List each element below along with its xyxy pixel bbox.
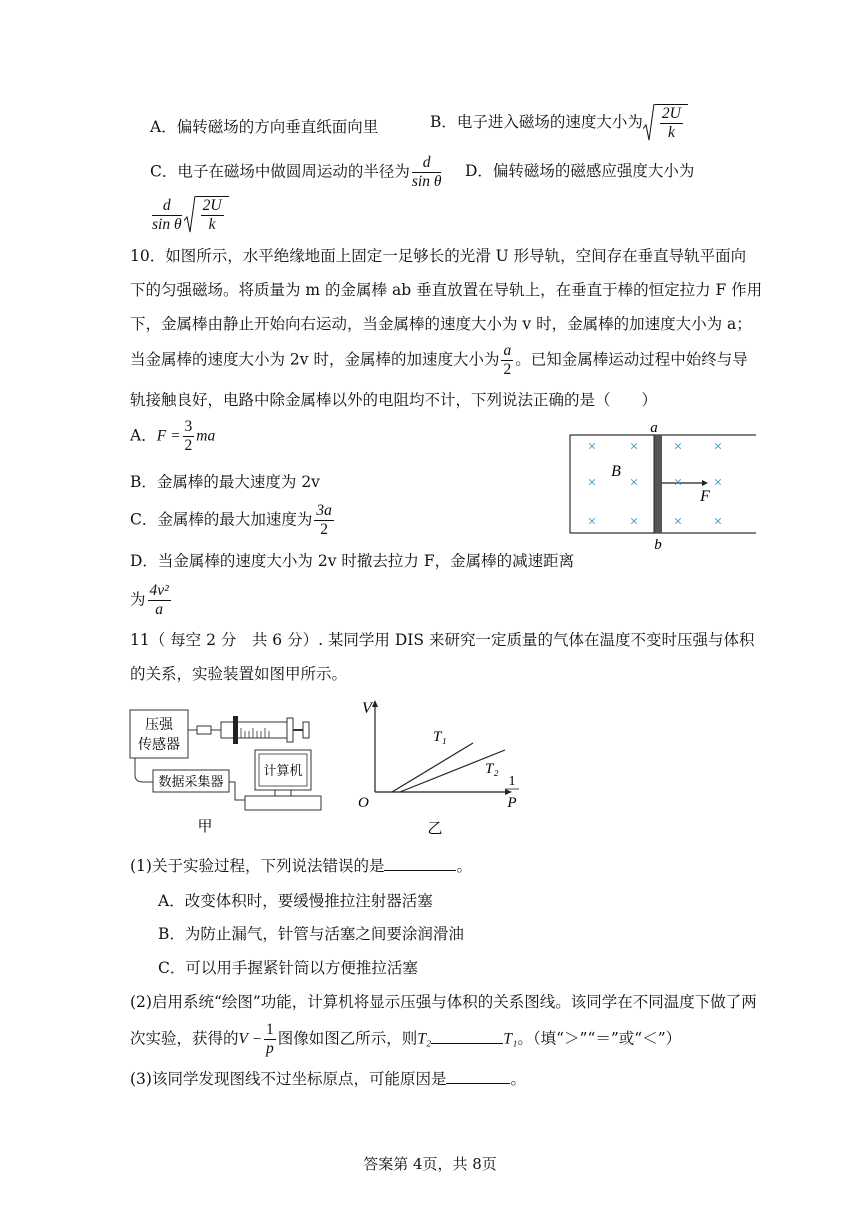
magnetic-field-mark: × — [587, 514, 597, 530]
magnetic-field-mark: × — [587, 439, 597, 455]
q11-caption-yi: 乙 — [427, 821, 443, 837]
q10-line4-den: 2 — [503, 361, 512, 378]
page-footer: 答案第 4页，共 8页 — [363, 1155, 497, 1173]
q11-computer-label: 计算机 — [263, 763, 303, 778]
q11-caption-jia: 甲 — [197, 819, 213, 835]
q11-vp-graph — [340, 695, 535, 840]
magnetic-field-mark: × — [673, 475, 683, 491]
q10-rail-figure — [560, 420, 760, 555]
q10-line5: 轨接触良好，电路中除金属棒以外的电阻均不计，下列说法正确的是（ ） — [130, 391, 658, 409]
q10-d2-den: a — [155, 601, 164, 618]
q11-line2: 的关系，实验装置如图甲所示。 — [130, 665, 348, 683]
q11-apparatus-figure — [125, 700, 330, 840]
q10-c-den: 2 — [320, 521, 328, 538]
q11-part2-den: p — [266, 1040, 274, 1057]
q10-label-b: b — [654, 537, 662, 553]
q11-label-t1: T₁ — [433, 729, 447, 745]
q11-part2-T1: T₁ — [503, 1030, 518, 1048]
q10-label-F: F — [700, 488, 710, 505]
q10-label-a: a — [650, 420, 658, 436]
q10-c-num: 3a — [316, 502, 332, 519]
q9-d-num: d — [152, 197, 182, 216]
q9-d-den: sin θ — [152, 215, 182, 233]
q9-d-rnum: 2U — [202, 197, 222, 214]
q10-label-B: B — [611, 463, 621, 480]
q11-part2-line2 — [130, 1021, 681, 1058]
q11-part2-a: 次实验，获得的 — [130, 1029, 239, 1048]
q11-part1-text: (1)关于实验过程，下列说法错误的是 — [130, 857, 385, 875]
q10-option-c — [130, 502, 336, 539]
q10-option-a — [130, 418, 215, 455]
q9-option-b — [430, 104, 688, 142]
q10-line3: 下，金属棒由静止开始向右运动，当金属棒的速度大小为 v 时，金属棒的加速度大小为 a； — [130, 315, 752, 333]
q11-part3-end: 。 — [510, 1070, 526, 1088]
q11-axis-x-den: P — [507, 795, 517, 811]
magnetic-field-mark: × — [629, 439, 639, 455]
q11-part1-option-b: B．为防止漏气，针管与活塞之间要涂润滑油 — [158, 925, 464, 943]
q9-option-c — [150, 154, 443, 191]
q10-line4-suffix: 。已知金属棒运动过程中始终与导 — [515, 350, 748, 369]
q9-d-sqrt — [184, 196, 229, 234]
q11-part2-T2: T₂ — [417, 1030, 432, 1048]
q11-part3-text: (3)该同学发现图线不过坐标原点，可能原因是 — [130, 1070, 447, 1088]
q11-axis-x-num: 1 — [508, 774, 516, 789]
q9-c-den: sin θ — [411, 173, 442, 190]
magnetic-field-mark: × — [629, 514, 639, 530]
q11-origin: O — [358, 795, 369, 811]
q10-d2-num: 4v² — [149, 582, 169, 599]
q10-line1: 10．如图所示，水平绝缘地面上固定一足够长的光滑 U 形导轨，空间存在垂直导轨平面向 — [130, 247, 747, 265]
q10-line4-num: a — [503, 342, 512, 359]
q11-part2-V: V − — [238, 1030, 263, 1048]
q11-part3 — [130, 1068, 526, 1090]
q11-part1-blank[interactable] — [384, 856, 456, 871]
magnetic-field-mark: × — [713, 514, 723, 530]
q11-part2-c: 。（填“＞”“＝”或“＜”） — [517, 1029, 682, 1048]
q9-option-b-sqrt — [643, 104, 688, 142]
q10-a-lhs: F = — [156, 427, 181, 445]
q11-sensor-l2: 传感器 — [138, 738, 180, 753]
q10-option-d-2 — [130, 582, 173, 619]
q11-part1-option-a: A．改变体积时，要缓慢推拉注射器活塞 — [158, 892, 433, 910]
q10-line4 — [130, 342, 748, 379]
magnetic-field-mark: × — [673, 439, 683, 455]
q11-sensor-l1: 压强 — [145, 718, 173, 733]
q10-option-b: B．金属棒的最大速度为 2v — [130, 473, 320, 491]
q11-part1 — [130, 855, 472, 877]
q11-part1-end: 。 — [456, 857, 472, 875]
q11-line1: 11（ 每空 2 分 共 6 分）. 某同学用 DIS 来研究一定质量的气体在温度不变时压强与体积 — [130, 631, 755, 649]
magnetic-field-mark: × — [713, 475, 723, 491]
magnetic-field-mark: × — [673, 514, 683, 530]
q10-a-tail: ma — [196, 427, 216, 445]
q11-part2-blank[interactable] — [431, 1029, 503, 1044]
q10-line4-prefix: 当金属棒的速度大小为 2v 时，金属棒的加速度大小为 — [130, 350, 500, 369]
q10-a-prefix: A． — [130, 426, 157, 445]
magnetic-field-mark: × — [629, 475, 639, 491]
q11-label-t2: T₂ — [485, 761, 499, 777]
q10-a-num: 3 — [184, 418, 193, 435]
q10-c-prefix: C．金属棒的最大加速度为 — [130, 510, 313, 529]
q9-option-a: A．偏转磁场的方向垂直纸面向里 — [150, 118, 379, 136]
q9-c-num: d — [412, 154, 442, 173]
q9-option-b-text: B．电子进入磁场的速度大小为 — [430, 113, 643, 131]
q10-line2: 下的匀强磁场。将质量为 m 的金属棒 ab 垂直放置在导轨上，在垂直于棒的恒定拉力 F 作用 — [130, 281, 763, 299]
q11-part2-b: 图像如图乙所示，则 — [277, 1029, 418, 1048]
q11-collector-label: 数据采集器 — [158, 774, 224, 789]
q10-d2-prefix: 为 — [130, 590, 146, 609]
q11-axis-y: V — [362, 700, 372, 717]
q10-option-d: D．当金属棒的速度大小为 2v 时撤去拉力 F，金属棒的减速距离 — [130, 552, 575, 570]
q9-option-d: D．偏转磁场的磁感应强度大小为 — [465, 162, 695, 180]
q9-b-num: 2U — [661, 105, 681, 122]
q9-option-c-text: C．电子在磁场中做圆周运动的半径为 — [150, 162, 410, 181]
q11-part2-num: 1 — [266, 1021, 274, 1038]
q11-part3-blank[interactable] — [446, 1069, 510, 1084]
magnetic-field-mark: × — [587, 475, 597, 491]
q11-part2-line1: (2)启用系统“绘图”功能，计算机将显示压强与体积的关系图线。该同学在不同温度下做了两 — [130, 993, 757, 1011]
q9-option-d-formula — [150, 196, 229, 234]
q10-a-den: 2 — [184, 437, 193, 454]
q9-b-den: k — [667, 124, 675, 141]
magnetic-field-mark: × — [713, 439, 723, 455]
q11-part1-option-c: C．可以用手握紧针筒以方便推拉活塞 — [158, 959, 418, 977]
q9-d-rden: k — [208, 216, 216, 233]
